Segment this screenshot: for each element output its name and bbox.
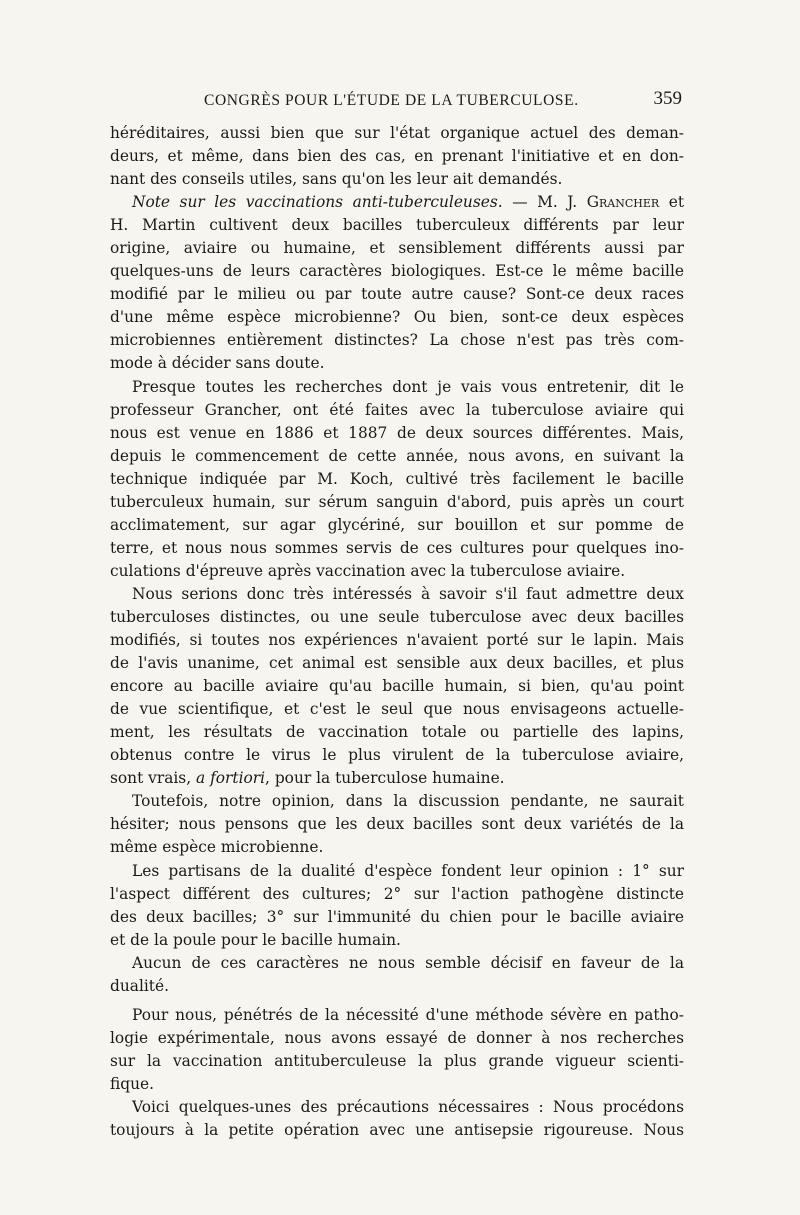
text-line: dualité. bbox=[110, 976, 169, 995]
text-line: obtenus contre le virus le plus virulent de la tuberculose aviaire, bbox=[110, 746, 684, 765]
text-line: tuberculeux humain, sur sérum sanguin d'abord, puis après un court bbox=[110, 492, 684, 511]
text-line: Pour nous, pénétrés de la nécessité d'une méthode sévère en patho- bbox=[132, 1005, 684, 1024]
text-line: deurs, et même, dans bien des cas, en prenant l'initiative et en don- bbox=[110, 147, 684, 166]
text-line: même espèce microbienne. bbox=[110, 838, 324, 857]
book-page bbox=[110, 88, 684, 1168]
text-line: Les partisans de la dualité d'espèce fondent leur opinion : 1° sur bbox=[132, 861, 684, 880]
text-line: modifié par le milieu ou par toute autre cause? Sont-ce deux races bbox=[110, 285, 684, 304]
text-line: microbiennes entièrement distinctes? La chose n'est pas très com- bbox=[110, 331, 684, 350]
text-line: de vue scientifique, et c'est le seul que nous envisageons actuelle- bbox=[110, 700, 684, 719]
text-line: nant des conseils utiles, sans qu'on les leur ait demandés. bbox=[110, 170, 563, 189]
page-header bbox=[110, 88, 684, 118]
text-line: fique. bbox=[110, 1074, 155, 1093]
text-line: culations d'épreuve après vaccination avec la tuberculose aviaire. bbox=[110, 561, 626, 580]
page-number: 359 bbox=[653, 88, 682, 109]
text-line: technique indiquée par M. Koch, cultivé très facilement le bacille bbox=[110, 469, 684, 488]
text-line: tuberculoses distinctes, ou une seule tuberculose avec deux bacilles bbox=[110, 607, 684, 626]
text-line: d'une même espèce microbienne? Ou bien, sont-ce deux espèces bbox=[110, 308, 684, 327]
text-line: Voici quelques-unes des précautions nécessaires : Nous procédons bbox=[132, 1097, 684, 1116]
body-text bbox=[110, 122, 684, 1142]
text-line: acclimatement, sur agar glycériné, sur bouillon et sur pomme de bbox=[110, 515, 684, 534]
text-line: quelques-uns de leurs caractères biologiques. Est-ce le même bacille bbox=[110, 262, 684, 281]
text-line: Nous serions donc très intéressés à savoir s'il faut admettre deux bbox=[132, 584, 684, 603]
running-head: CONGRÈS POUR L'ÉTUDE DE LA TUBERCULOSE. bbox=[204, 92, 579, 109]
text-line: sur la vaccination antituberculeuse la plus grande vigueur scienti- bbox=[110, 1051, 684, 1070]
text-line: héréditaires, aussi bien que sur l'état organique actuel des deman- bbox=[110, 124, 684, 142]
text-line: toujours à la petite opération avec une antisepsie rigoureuse. Nous bbox=[110, 1121, 684, 1140]
text-line: nous est venue en 1886 et 1887 de deux sources différentes. Mais, bbox=[110, 423, 684, 442]
text-line: des deux bacilles; 3° sur l'immunité du chien pour le bacille aviaire bbox=[110, 907, 684, 926]
text-line: H. Martin cultivent deux bacilles tuberculeux différents par leur bbox=[110, 216, 684, 235]
text-line: hésiter; nous pensons que les deux bacilles sont deux variétés de la bbox=[110, 815, 684, 834]
text-line: Presque toutes les recherches dont je vais vous entretenir, dit le bbox=[132, 377, 684, 396]
text-line: et de la poule pour le bacille humain. bbox=[110, 930, 401, 949]
text-line: modifiés, si toutes nos expériences n'avaient porté sur le lapin. Mais bbox=[110, 631, 684, 650]
text-line: ment, les résultats de vaccination totale ou partielle des lapins, bbox=[110, 723, 684, 742]
text-line: l'aspect différent des cultures; 2° sur l'action pathogène distincte bbox=[110, 884, 684, 903]
text-line-note-title: Note sur les vaccinations anti-tuberculeuses. — M. J. Grancher et bbox=[132, 193, 684, 212]
text-line: Aucun de ces caractères ne nous semble décisif en faveur de la bbox=[132, 953, 684, 972]
text-line: professeur Grancher, ont été faites avec la tuberculose aviaire qui bbox=[110, 400, 684, 419]
text-line: depuis le commencement de cette année, nous avons, en suivant la bbox=[110, 446, 684, 465]
text-line: mode à décider sans doute. bbox=[110, 354, 325, 373]
text-line: terre, et nous nous sommes servis de ces cultures pour quelques ino- bbox=[110, 538, 684, 557]
text-line: logie expérimentale, nous avons essayé de donner à nos recherches bbox=[110, 1028, 684, 1047]
text-line: origine, aviaire ou humaine, et sensiblement différents aussi par bbox=[110, 239, 684, 258]
text-line: de l'avis unanime, cet animal est sensible aux deux bacilles, et plus bbox=[110, 654, 684, 673]
text-line: encore au bacille aviaire qu'au bacille humain, si bien, qu'au point bbox=[110, 677, 684, 696]
text-line-fortiori: sont vrais, a fortiori, pour la tuberculose humaine. bbox=[110, 769, 505, 788]
text-line: Toutefois, notre opinion, dans la discussion pendante, ne saurait bbox=[132, 792, 684, 811]
